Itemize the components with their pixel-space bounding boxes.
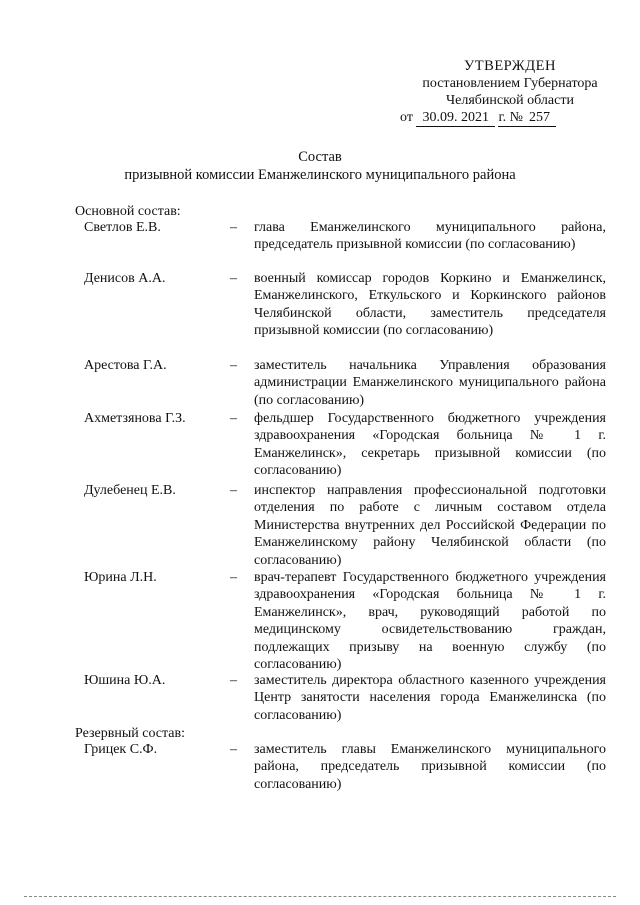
member-role: врач-терапевт Государственного бюджетного учреждения здравоохранения «Городская больница № 1 г. Еманжелинск», врач, руководящий работой по медицинскому освидетельствованию граждан, подлежащих призыву на военную службу (по согласованию)	[254, 570, 606, 673]
member-name: Юшина Ю.А.	[84, 673, 166, 688]
reserve-section-label: Резервный состав:	[75, 726, 186, 741]
member-row	[84, 219, 606, 254]
document-heading	[120, 148, 520, 184]
approval-date: 30.09. 2021	[416, 109, 495, 127]
member-role: заместитель начальника Управления образования администрации Еманжелинского муниципального района (по согласованию)	[254, 358, 606, 408]
member-name: Ахметзянова Г.З.	[84, 411, 186, 426]
approval-line-2: Челябинской области	[446, 93, 574, 108]
member-row	[84, 672, 606, 724]
member-row	[84, 357, 606, 409]
approval-number: 257	[523, 109, 556, 127]
member-name: Дулебенец Е.В.	[84, 483, 176, 498]
approval-date-line	[400, 109, 620, 127]
dash: –	[230, 358, 237, 373]
date-prefix: от	[400, 110, 413, 125]
dash: –	[230, 271, 237, 286]
member-row	[84, 741, 606, 793]
approval-stamp	[400, 58, 620, 127]
dash: –	[230, 742, 237, 757]
page-bottom-rule	[24, 896, 616, 897]
approval-title: УТВЕРЖДЕН	[464, 58, 556, 74]
heading-subtitle: призывной комиссии Еманжелинского муниципального района	[124, 167, 516, 183]
member-role: заместитель главы Еманжелинского муниципального района, председатель призывной комиссии (по согласованию)	[254, 742, 606, 792]
dash: –	[230, 483, 237, 498]
member-row	[84, 270, 606, 340]
member-name: Юрина Л.Н.	[84, 570, 157, 585]
main-section-label: Основной состав:	[75, 204, 181, 219]
approval-line-1: постановлением Губернатора	[422, 76, 598, 91]
member-role: глава Еманжелинского муниципального района, председатель призывной комиссии (по согласованию)	[254, 220, 606, 253]
member-role: заместитель директора областного казенного учреждения Центр занятости населения города Еманжелинска (по согласованию)	[254, 673, 606, 723]
member-row	[84, 410, 606, 480]
dash: –	[230, 673, 237, 688]
number-prefix: г. №	[498, 110, 523, 125]
member-name: Денисов А.А.	[84, 271, 166, 286]
heading-title: Состав	[298, 149, 342, 165]
member-row	[84, 482, 606, 569]
member-name: Арестова Г.А.	[84, 358, 167, 373]
member-name: Грицек С.Ф.	[84, 742, 158, 757]
member-name: Светлов Е.В.	[84, 220, 161, 235]
member-row	[84, 569, 606, 673]
dash: –	[230, 411, 237, 426]
member-role: военный комиссар городов Коркино и Еманжелинск, Еманжелинского, Еткульского и Коркинского районов Челябинской области, заместитель председателя призывной комиссии (по согласованию)	[254, 271, 606, 339]
dash: –	[230, 220, 237, 235]
member-role: инспектор направления профессиональной подготовки отделения по работе с личным составом отдела Министерства внутренних дел Российской Федерации по Еманжелинскому району Челябинской области (по согласованию)	[254, 483, 606, 568]
member-role: фельдшер Государственного бюджетного учреждения здравоохранения «Городская больница № 1 г. Еманжелинск», секретарь призывной комиссии (по согласованию)	[254, 411, 606, 479]
dash: –	[230, 570, 237, 585]
